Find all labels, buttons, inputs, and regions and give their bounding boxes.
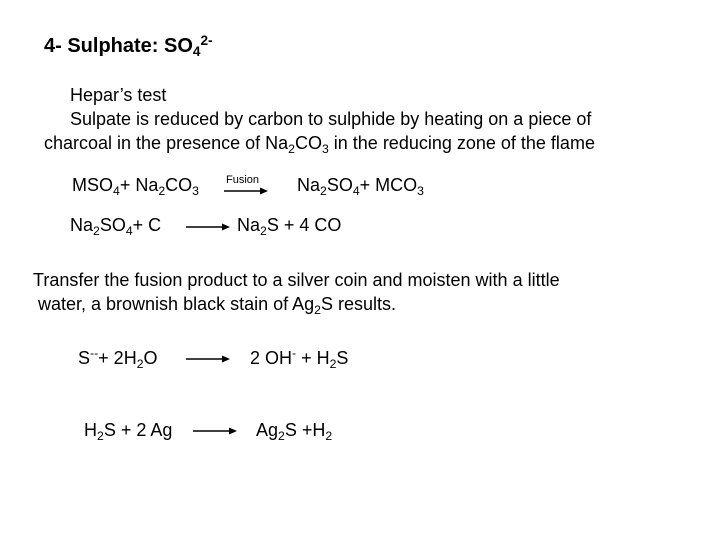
formula-part: 2 OH (250, 348, 293, 368)
subscript: 3 (192, 183, 199, 198)
reaction4-products (256, 420, 333, 443)
formula-part: S +H (284, 420, 326, 440)
reaction3-products (250, 346, 349, 371)
formula-part: + MCO (359, 175, 418, 195)
formula-part: Na (297, 175, 321, 195)
subscript: 2 (93, 223, 100, 238)
heading-label: Sulphate: SO (67, 35, 193, 57)
formula-part: CO (165, 175, 193, 195)
reaction1-condition: Fusion (226, 174, 260, 186)
subscript: 4 (125, 223, 133, 238)
formula-part: O (143, 348, 158, 368)
formula-part: + 2H (98, 348, 137, 368)
superscript: - (292, 346, 297, 361)
reaction2-reactants (70, 215, 162, 238)
paragraph-line1: Transfer the fusion product to a silver coin and moisten with a little (33, 270, 560, 290)
test-description-line2 (44, 133, 595, 156)
paragraph-line2 (38, 294, 396, 317)
formula-part: S (336, 348, 349, 368)
heading (44, 32, 213, 60)
reaction1-arrow (224, 186, 268, 196)
subscript: 2 (158, 183, 166, 198)
reaction4-reactants (84, 420, 173, 443)
formula-part: + H (296, 348, 330, 368)
formula-part: + Na (119, 175, 159, 195)
formula-part: MSO (72, 175, 114, 195)
subscript: 2 (329, 356, 337, 371)
subscript: 2 (314, 302, 321, 317)
reaction4-arrow (193, 426, 237, 436)
subscript: 4 (352, 183, 360, 198)
subscript: 3 (417, 183, 424, 198)
text-segment: charcoal in the presence of Na (44, 133, 289, 153)
formula-part: S + 4 CO (266, 215, 342, 235)
formula-part: H (84, 420, 97, 440)
formula-part: Na (237, 215, 261, 235)
test-name: Hepar’s test (70, 85, 167, 105)
formula-part: + C (132, 215, 162, 235)
reaction2-arrow (186, 222, 230, 232)
subscript: 2 (260, 223, 267, 238)
subscript: 2 (278, 428, 285, 443)
subscript: 3 (321, 141, 329, 156)
text-segment: in the reducing zone of the flame (328, 133, 595, 153)
text-segment: S results. (320, 294, 396, 314)
reaction1-products (297, 175, 424, 198)
subscript: 2 (136, 356, 144, 371)
subscript: 2 (325, 428, 333, 443)
text-segment: water, a brownish black stain of Ag (38, 294, 315, 314)
reaction1-reactants (72, 175, 199, 198)
subscript: 2 (288, 141, 295, 156)
test-description-line1: Sulpate is reduced by carbon to sulphide by heating on a piece of (70, 109, 592, 129)
reaction3-reactants (78, 346, 158, 371)
reaction2-products (237, 215, 342, 238)
heading-subscript: 4 (192, 44, 201, 60)
formula-part: S + 2 Ag (103, 420, 173, 440)
superscript: -- (90, 346, 99, 361)
text-segment: CO (294, 133, 322, 153)
subscript: 2 (97, 428, 104, 443)
heading-superscript: 2- (200, 32, 213, 48)
formula-part: SO (99, 215, 126, 235)
formula-part: S (78, 348, 91, 368)
formula-part: Ag (256, 420, 279, 440)
reaction3-arrow (186, 354, 230, 364)
formula-part: SO (326, 175, 353, 195)
subscript: 2 (320, 183, 327, 198)
subscript: 4 (113, 183, 120, 198)
heading-number: 4- (44, 35, 68, 57)
formula-part: Na (70, 215, 94, 235)
